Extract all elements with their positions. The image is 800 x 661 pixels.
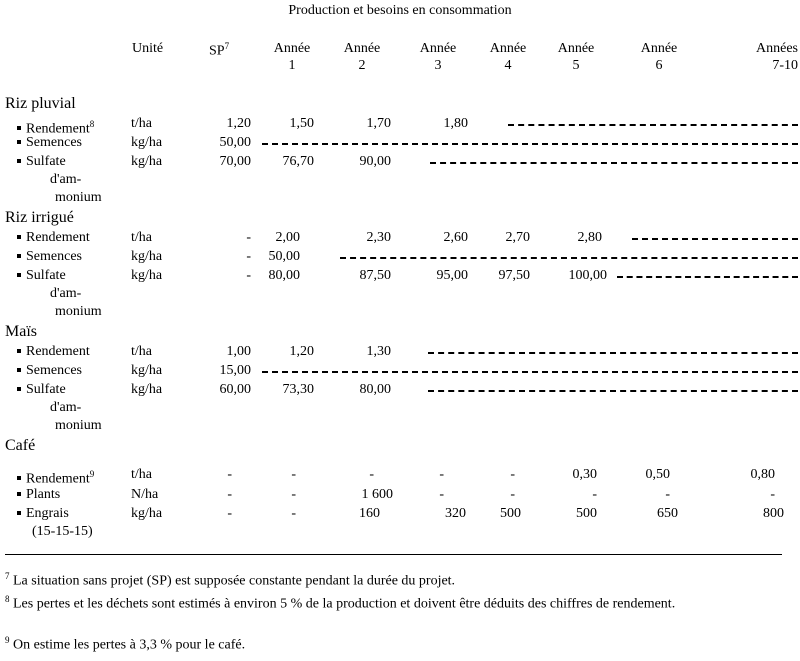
- value-cell: 2,70: [505, 230, 530, 245]
- row-label-semences: Semences: [17, 362, 82, 380]
- value-cell: 87,50: [359, 268, 391, 283]
- value-cell: -: [246, 230, 251, 245]
- unit-cell: kg/ha: [131, 506, 163, 521]
- value-cell: -: [369, 467, 374, 482]
- continuation-line: [428, 352, 798, 354]
- value-cell: 650: [657, 506, 678, 521]
- row-label-engrais-line2: (15-15-15): [32, 524, 93, 539]
- header-annee-1: Année 1: [273, 41, 311, 73]
- table-title: Production et besoins en consommation: [288, 3, 512, 18]
- footnote-9: $^9$ On estime les pertes à 3,3 % pour le café.: [5, 635, 246, 653]
- bullet-icon: [17, 273, 21, 277]
- value-cell: 2,60: [443, 230, 468, 245]
- bullet-icon: [17, 387, 21, 391]
- value-cell: 73,30: [282, 382, 314, 397]
- value-cell: 0,50: [645, 467, 670, 482]
- value-cell: 50,00: [219, 135, 251, 150]
- unit-cell: kg/ha: [131, 154, 163, 169]
- value-cell: -: [291, 467, 296, 482]
- value-cell: 60,00: [219, 382, 251, 397]
- footnote-7: $^7$ La situation sans projet (SP) est supposée constante pendant la durée du projet.: [5, 571, 456, 589]
- value-cell: 97,50: [498, 268, 530, 283]
- value-cell: -: [246, 249, 251, 264]
- footnote-separator: [5, 554, 782, 555]
- value-cell: 500: [500, 506, 521, 521]
- row-label-sulfate-line2: d'am-: [50, 286, 82, 301]
- bullet-icon: [17, 235, 21, 239]
- value-cell: -: [510, 467, 515, 482]
- value-cell: 1,20: [289, 344, 314, 359]
- bullet-icon: [17, 126, 21, 130]
- value-cell: 2,80: [577, 230, 602, 245]
- unit-cell: t/ha: [131, 467, 152, 482]
- continuation-line: [428, 390, 798, 392]
- continuation-line: [262, 143, 798, 145]
- row-label-sulfate: Sulfate: [17, 153, 66, 171]
- value-cell: 1,20: [226, 116, 251, 131]
- header-sp: $SP^7$: [209, 41, 230, 59]
- bullet-icon: [17, 140, 21, 144]
- unit-cell: t/ha: [131, 230, 152, 245]
- row-label-sulfate-line3: monium: [55, 190, 102, 205]
- bullet-icon: [17, 492, 21, 496]
- continuation-line: [430, 162, 798, 164]
- bullet-icon: [17, 159, 21, 163]
- row-label-semences: Semences: [17, 248, 82, 266]
- row-label-sulfate-line3: monium: [55, 304, 102, 319]
- header-annee-6: Année 6: [640, 41, 678, 73]
- header-annees-7-10: Années 7-10: [756, 41, 798, 73]
- value-cell: -: [665, 487, 670, 502]
- unit-cell: kg/ha: [131, 268, 163, 283]
- value-cell: -: [227, 487, 232, 502]
- value-cell: 95,00: [436, 268, 468, 283]
- value-cell: 0,80: [750, 467, 775, 482]
- value-cell: -: [291, 506, 296, 521]
- value-cell: -: [592, 487, 597, 502]
- continuation-line: [617, 276, 798, 278]
- value-cell: -: [246, 268, 251, 283]
- row-label-rendement: Rendement$^9$: [17, 465, 94, 489]
- value-cell: -: [439, 487, 444, 502]
- value-cell: 1,00: [226, 344, 251, 359]
- row-label-sulfate: Sulfate: [17, 381, 66, 399]
- row-label-rendement: Rendement: [17, 343, 90, 361]
- section-mais: Maïs: [5, 323, 37, 340]
- value-cell: -: [227, 467, 232, 482]
- section-cafe: Café: [5, 437, 36, 454]
- unit-cell: kg/ha: [131, 249, 163, 264]
- bullet-icon: [17, 254, 21, 258]
- row-label-plants: Plants: [17, 486, 60, 504]
- value-cell: 1,70: [366, 116, 391, 131]
- unit-cell: N/ha: [131, 487, 159, 502]
- header-annee-3: Année 3: [419, 41, 457, 73]
- value-cell: 76,70: [282, 154, 314, 169]
- footnote-8: $^8$ Les pertes et les déchets sont estimés à environ 5 % de la production et doivent être déduits des chiffres de rendement.: [5, 594, 676, 612]
- header-annee-5: Année 5: [557, 41, 595, 73]
- value-cell: 1,30: [366, 344, 391, 359]
- header-annee-4: Année 4: [489, 41, 527, 73]
- value-cell: 90,00: [359, 154, 391, 169]
- unit-cell: t/ha: [131, 116, 152, 131]
- value-cell: -: [770, 487, 775, 502]
- value-cell: 80,00: [268, 268, 300, 283]
- unit-cell: kg/ha: [131, 382, 163, 397]
- continuation-line: [632, 238, 798, 240]
- row-label-semences: Semences: [17, 134, 82, 152]
- bullet-icon: [17, 511, 21, 515]
- value-cell: 100,00: [568, 268, 607, 283]
- bullet-icon: [17, 349, 21, 353]
- row-label-sulfate-line2: d'am-: [50, 172, 82, 187]
- header-unite: Unité: [132, 41, 164, 56]
- bullet-icon: [17, 368, 21, 372]
- value-cell: 0,30: [572, 467, 597, 482]
- value-cell: -: [227, 506, 232, 521]
- continuation-line: [262, 371, 798, 373]
- continuation-line: [340, 257, 798, 259]
- value-cell: -: [510, 487, 515, 502]
- unit-cell: t/ha: [131, 344, 152, 359]
- unit-cell: kg/ha: [131, 363, 163, 378]
- continuation-line: [508, 124, 798, 126]
- section-riz-pluvial: Riz pluvial: [5, 95, 76, 112]
- value-cell: 1,50: [289, 116, 314, 131]
- row-label-sulfate-line2: d'am-: [50, 400, 82, 415]
- value-cell: -: [439, 467, 444, 482]
- row-label-sulfate-line3: monium: [55, 418, 102, 433]
- row-label-rendement: Rendement$^8$: [17, 115, 94, 139]
- bullet-icon: [17, 476, 21, 480]
- row-label-engrais: Engrais: [17, 505, 69, 523]
- value-cell: 2,00: [275, 230, 300, 245]
- value-cell: 1,80: [443, 116, 468, 131]
- value-cell: 1 600: [361, 487, 393, 502]
- section-riz-irrigue: Riz irrigué: [5, 209, 74, 226]
- unit-cell: kg/ha: [131, 135, 163, 150]
- value-cell: 500: [576, 506, 597, 521]
- row-label-sulfate: Sulfate: [17, 267, 66, 285]
- value-cell: -: [291, 487, 296, 502]
- value-cell: 800: [763, 506, 784, 521]
- value-cell: 70,00: [219, 154, 251, 169]
- value-cell: 320: [445, 506, 466, 521]
- value-cell: 80,00: [359, 382, 391, 397]
- value-cell: 160: [359, 506, 380, 521]
- value-cell: 50,00: [268, 249, 300, 264]
- row-label-rendement: Rendement: [17, 229, 90, 247]
- value-cell: 2,30: [366, 230, 391, 245]
- header-annee-2: Année 2: [343, 41, 381, 73]
- value-cell: 15,00: [219, 363, 251, 378]
